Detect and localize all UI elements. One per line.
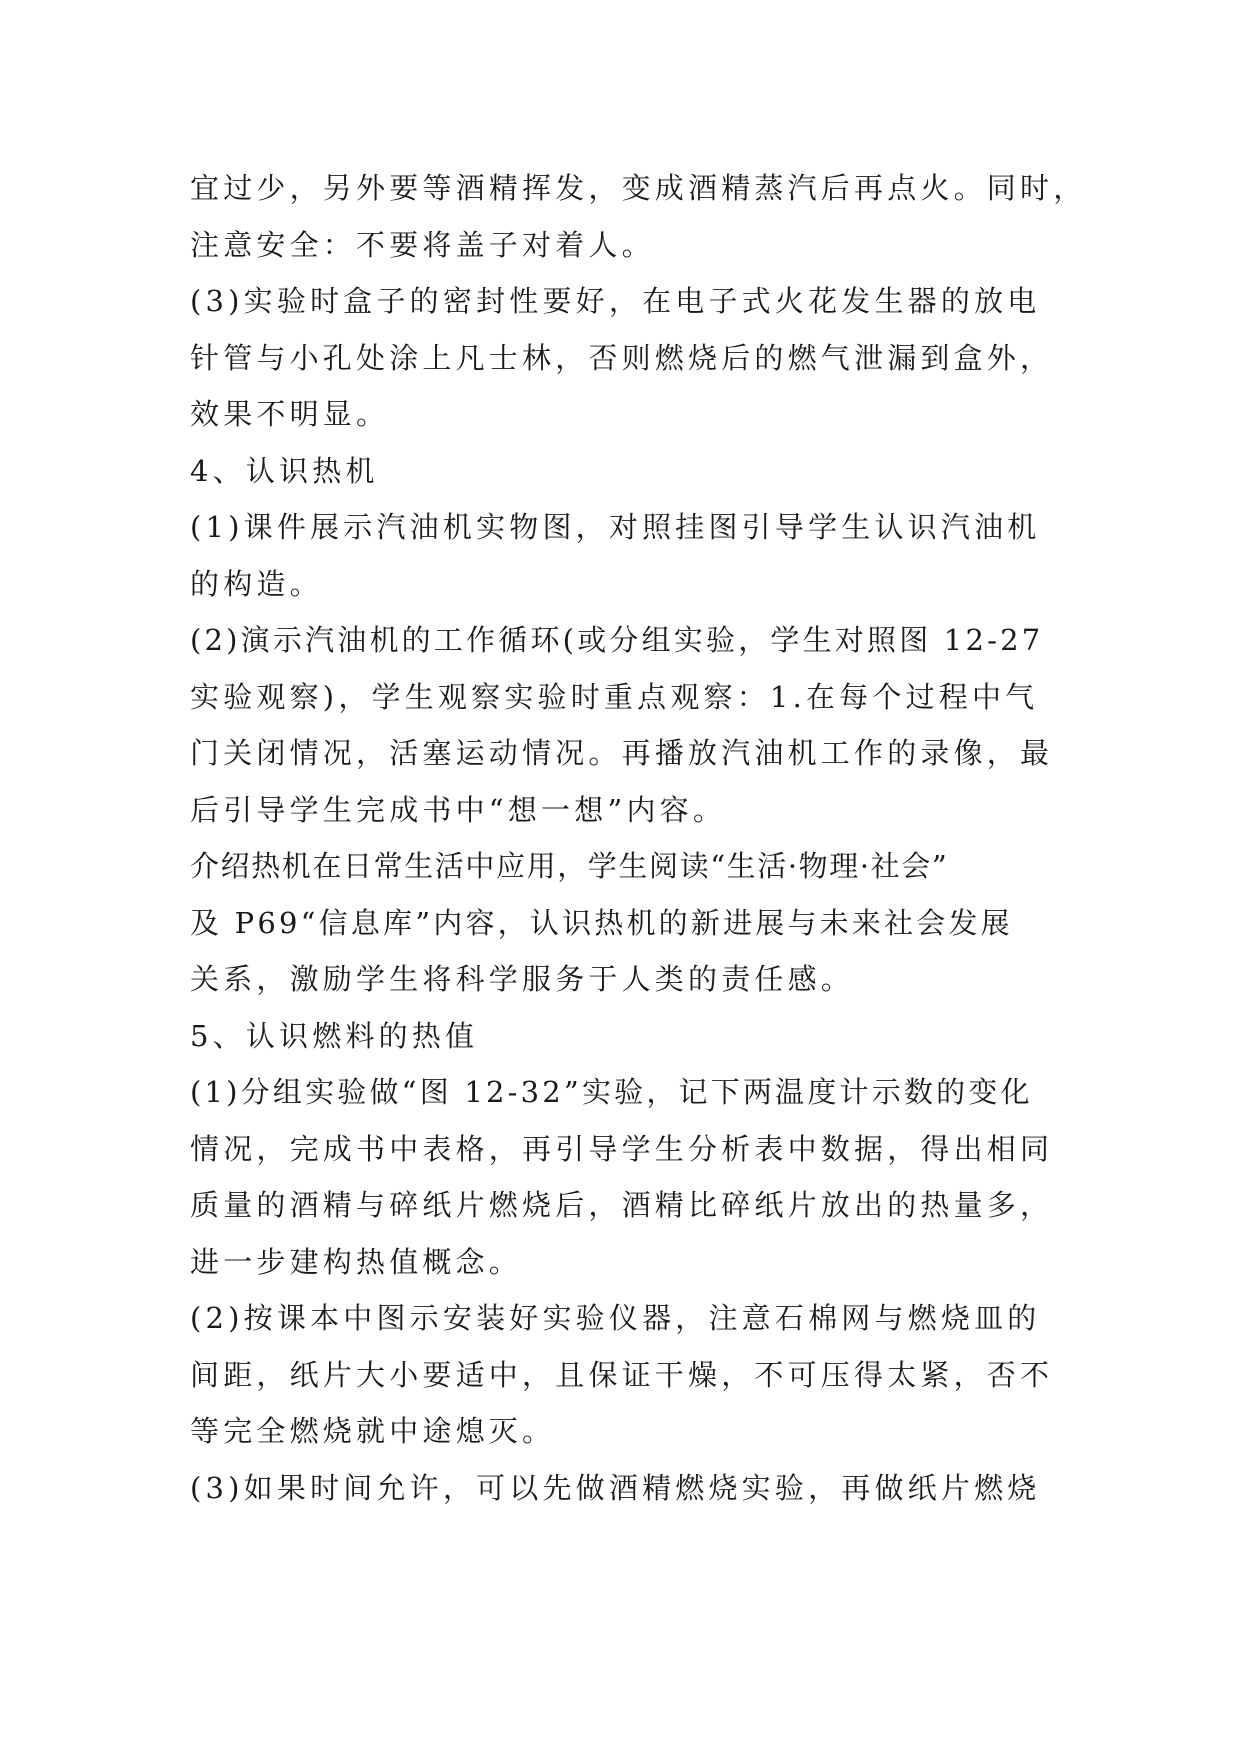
text-line: 实验观察)，学生观察实验时重点观察：1.在每个过程中气 <box>190 679 1039 714</box>
text-line: 质量的酒精与碎纸片燃烧后，酒精比碎纸片放出的热量多， <box>190 1188 1054 1222</box>
text-line: 门关闭情况，活塞运动情况。再播放汽油机工作的录像，最 <box>190 736 1054 770</box>
text-line: 针管与小孔处涂上凡士林，否则燃烧后的燃气泄漏到盒外， <box>190 340 1054 375</box>
text-line: (1)课件展示汽油机实物图，对照挂图引导学生认识汽油机 <box>190 510 1041 544</box>
text-line: (3)如果时间允许，可以先做酒精燃烧实验，再做纸片燃烧 <box>190 1470 1041 1505</box>
text-line: (2)按课本中图示安装好实验仪器，注意石棉网与燃烧皿的 <box>190 1301 1041 1335</box>
text-line: 间距，纸片大小要适中，且保证干燥，不可压得太紧，否不 <box>190 1357 1054 1392</box>
text-line: 关系，激励学生将科学服务于人类的责任感。 <box>190 962 855 996</box>
text-line: (1)分组实验做“图 12-32”实验，记下两温度计示数的变化 <box>190 1075 1033 1109</box>
text-line: 等完全燃烧就中途熄灭。 <box>190 1414 556 1448</box>
text-line: (3)实验时盒子的密封性要好，在电子式火花发生器的放电 <box>190 284 1041 318</box>
text-line: 进一步建构热值概念。 <box>190 1244 523 1279</box>
text-line: 及 P69“信息库”内容，认识热机的新进展与未来社会发展 <box>190 905 1013 940</box>
text-line: 的构造。 <box>190 566 323 601</box>
section-heading: 4、认识热机 <box>190 453 379 488</box>
text-line: 介绍热机在日常生活中应用，学生阅读“生活·物理·社会” <box>190 849 949 883</box>
section-heading: 5、认识燃料的热值 <box>190 1018 479 1053</box>
text-line: 宜过少，另外要等酒精挥发，变成酒精蒸汽后再点火。同时， <box>190 171 1087 205</box>
text-line: (2)演示汽油机的工作循环(或分组实验，学生对照图 12-27 <box>190 623 1044 657</box>
text-line: 情况，完成书中表格，再引导学生分析表中数据，得出相同 <box>190 1131 1054 1166</box>
text-line: 效果不明显。 <box>190 397 390 431</box>
document-body <box>190 160 1087 1516</box>
text-line: 注意安全：不要将盖子对着人。 <box>190 227 655 262</box>
text-line: 后引导学生完成书中“想一想”内容。 <box>190 792 727 827</box>
